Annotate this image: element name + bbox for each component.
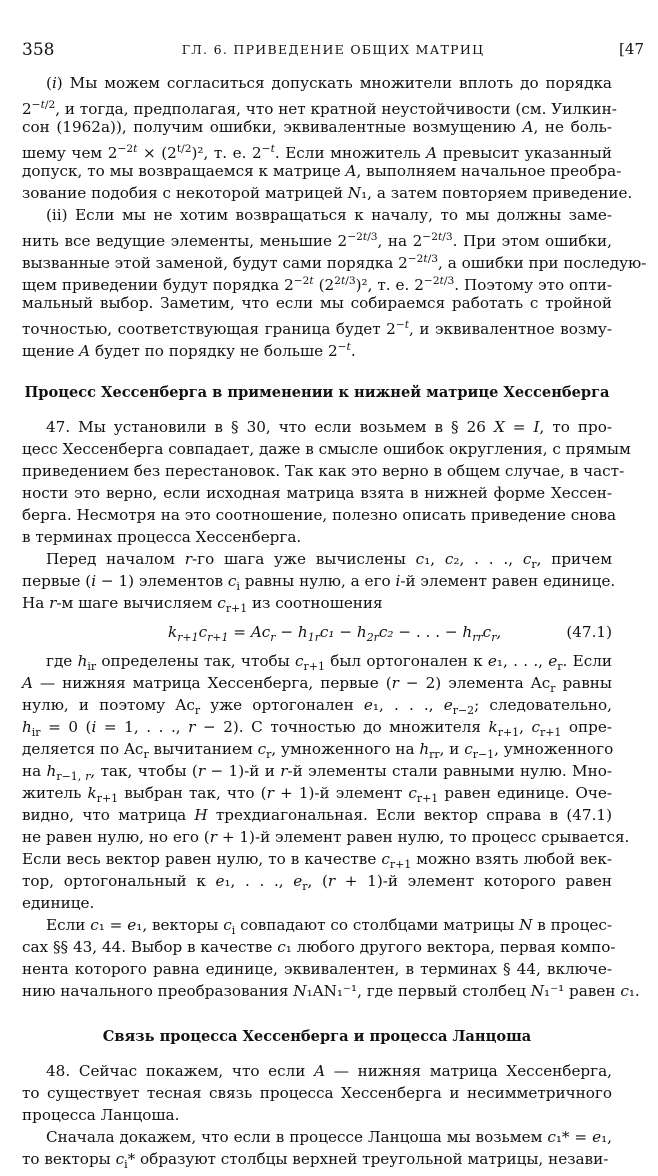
- text-line: На r-м шаге вычисляем $c_{r+1}$ из соотношения: [22, 594, 383, 616]
- text-line: Сначала докажем, что если в процессе Ланцоша мы возьмем c₁* = e₁,: [46, 1128, 612, 1146]
- text-line: $h_{ir} = 0$ (i = 1, . . ., r − 2). С точностью до множителя $k_{r+1}$, $c_{r+1}$ опре-: [22, 718, 612, 740]
- text-line: A — нижняя матрица Хессенберга, первые (r − 2) элемента $Ac_r$ равны: [22, 674, 612, 696]
- running-header: [22, 40, 644, 62]
- text-line: точностью, соответствующая граница будет $2^{-t}$, и эквивалентное возму-: [22, 318, 613, 339]
- text-line: (i) Мы можем согласиться допускать множители вплоть до порядка: [46, 74, 612, 92]
- running-title: ГЛ. 6. ПРИВЕДЕНИЕ ОБЩИХ МАТРИЦ: [181, 42, 485, 57]
- text-line: Если весь вектор равен нулю, то в качестве $c_{r+1}$ можно взять любой век-: [22, 850, 612, 872]
- text-line: житель $k_{r+1}$ выбран так, что (r + 1)-й элемент $c_{r+1}$ равен единице. Оче-: [22, 784, 612, 806]
- text-line: где $h_{ir}$ определены так, чтобы $c_{r+1}$ был ортогонален к e₁, . . ., $e_r$. Если: [46, 652, 612, 674]
- text-line: $2^{-t/2}$, и тогда, предполагая, что нет кратной неустойчивости (см. Уилкин-: [22, 98, 617, 119]
- text-line: нить все ведущие элементы, меньшие $2^{-2t/3}$, на $2^{-2t/3}$. При этом ошибки,: [22, 230, 612, 251]
- section-mark: [47: [619, 40, 644, 58]
- text-line: единице.: [22, 894, 95, 912]
- text-line: ности это верно, если исходная матрица взята в нижней форме Хессен-: [22, 484, 612, 502]
- section-heading: Связь процесса Хессенберга и процесса Ланцоша: [102, 1028, 532, 1045]
- text-line: первые (i − 1) элементов $c_i$ равны нулю, а его i-й элемент равен единице.: [22, 572, 616, 594]
- equation-47-1: [168, 620, 612, 644]
- text-line: цесс Хессенберга совпадает, даже в смысле ошибок округления, с прямым: [22, 440, 631, 458]
- text-line: щение A будет по порядку не больше $2^{-t}$.: [22, 340, 356, 361]
- text-line: 48. Сейчас покажем, что если A — нижняя матрица Хессенберга,: [46, 1062, 612, 1080]
- text-line: деляется по $Ac_r$ вычитанием $c_r$, умноженного на $h_{rr}$, и $c_{r-1}$, умноженного: [22, 740, 614, 762]
- text-line: то существует тесная связь процесса Хессенберга и несимметричного: [22, 1084, 612, 1102]
- text-line: Если c₁ = e₁, векторы $c_i$ совпадают со столбцами матрицы N в процес-: [46, 916, 612, 938]
- text-line: (ii) Если мы не хотим возвращаться к началу, то мы должны заме-: [46, 206, 612, 224]
- text-line: допуск, то мы возвращаемся к матрице A, выполняем начальное преобра-: [22, 162, 622, 180]
- text-line: то векторы $c_i*$ образуют столбцы верхней треугольной матрицы, незави-: [22, 1150, 609, 1172]
- text-line: шему чем $2^{-2t} \times (2^{t/2})^2$, т. е. $2^{-t}$. Если множитель A превысит указанный: [22, 142, 613, 163]
- text-line: не равен нулю, но его (r + 1)-й элемент равен нулю, то процесс срывается.: [22, 828, 630, 846]
- text-line: щем приведении будут порядка $2^{-2t}$ $(2^{2t/3})^2$, т. е. $2^{-2t/3}$. Поэтому это опти-: [22, 274, 612, 295]
- text-line: мальный выбор. Заметим, что если мы собираемся работать с тройной: [22, 294, 612, 312]
- text-line: 47. Мы установили в § 30, что если возьмем в § 26 X = I, то про-: [46, 418, 612, 436]
- equation-number: (47.1): [566, 623, 612, 641]
- text-line: нию начального преобразования N₁AN₁⁻¹, где первый столбец N₁⁻¹ равен c₁.: [22, 982, 640, 1000]
- text-line: вызванные этой заменой, будут сами порядка $2^{-2t/3}$, а ошибки при последую-: [22, 252, 647, 273]
- text-line: сах §§ 43, 44. Выбор в качестве c₁ любого другого вектора, первая компо-: [22, 938, 616, 956]
- text-line: приведением без перестановок. Так как это верно в общем случае, в част-: [22, 462, 625, 480]
- text-line: берга. Несмотря на это соотношение, полезно описать приведение снова: [22, 506, 617, 524]
- text-line: зование подобия с некоторой матрицей N₁, а затем повторяем приведение.: [22, 184, 633, 202]
- text-line: видно, что матрица H трехдиагональная. Если вектор справа в (47.1): [22, 806, 613, 824]
- section-heading: Процесс Хессенберга в применении к нижней матрице Хессенберга: [24, 384, 610, 401]
- equation-expression: $k_{r+1}c_{r+1} = Ac_r - h_{1r}c_1 - h_{2r}c_2$ − . . . − $h_{rr}c_r$,: [168, 623, 502, 645]
- text-line: процесса Ланцоша.: [22, 1106, 180, 1124]
- text-line: нулю, и поэтому $Ac_r$ уже ортогонален e₁, . . ., $e_{r-2}$; следовательно,: [22, 696, 613, 718]
- text-line: тор, ортогональный к e₁, . . ., $e_r$, (r + 1)-й элемент которого равен: [22, 872, 612, 894]
- text-line: нента которого равна единице, эквивалентен, в терминах § 44, включе-: [22, 960, 612, 978]
- text-line: сон (1962а)), получим ошибки, эквивалентные возмущению A, не боль-: [22, 118, 612, 136]
- text-line: на $h_{r-1, r}$, так, чтобы (r − 1)-й и r-й элементы стали равными нулю. Мно-: [22, 762, 612, 784]
- text-line: Перед началом r-го шага уже вычислены c₁, c₂, . . ., $c_r$, причем: [46, 550, 613, 572]
- text-line: в терминах процесса Хессенберга.: [22, 528, 302, 546]
- page-number: 358: [22, 40, 55, 60]
